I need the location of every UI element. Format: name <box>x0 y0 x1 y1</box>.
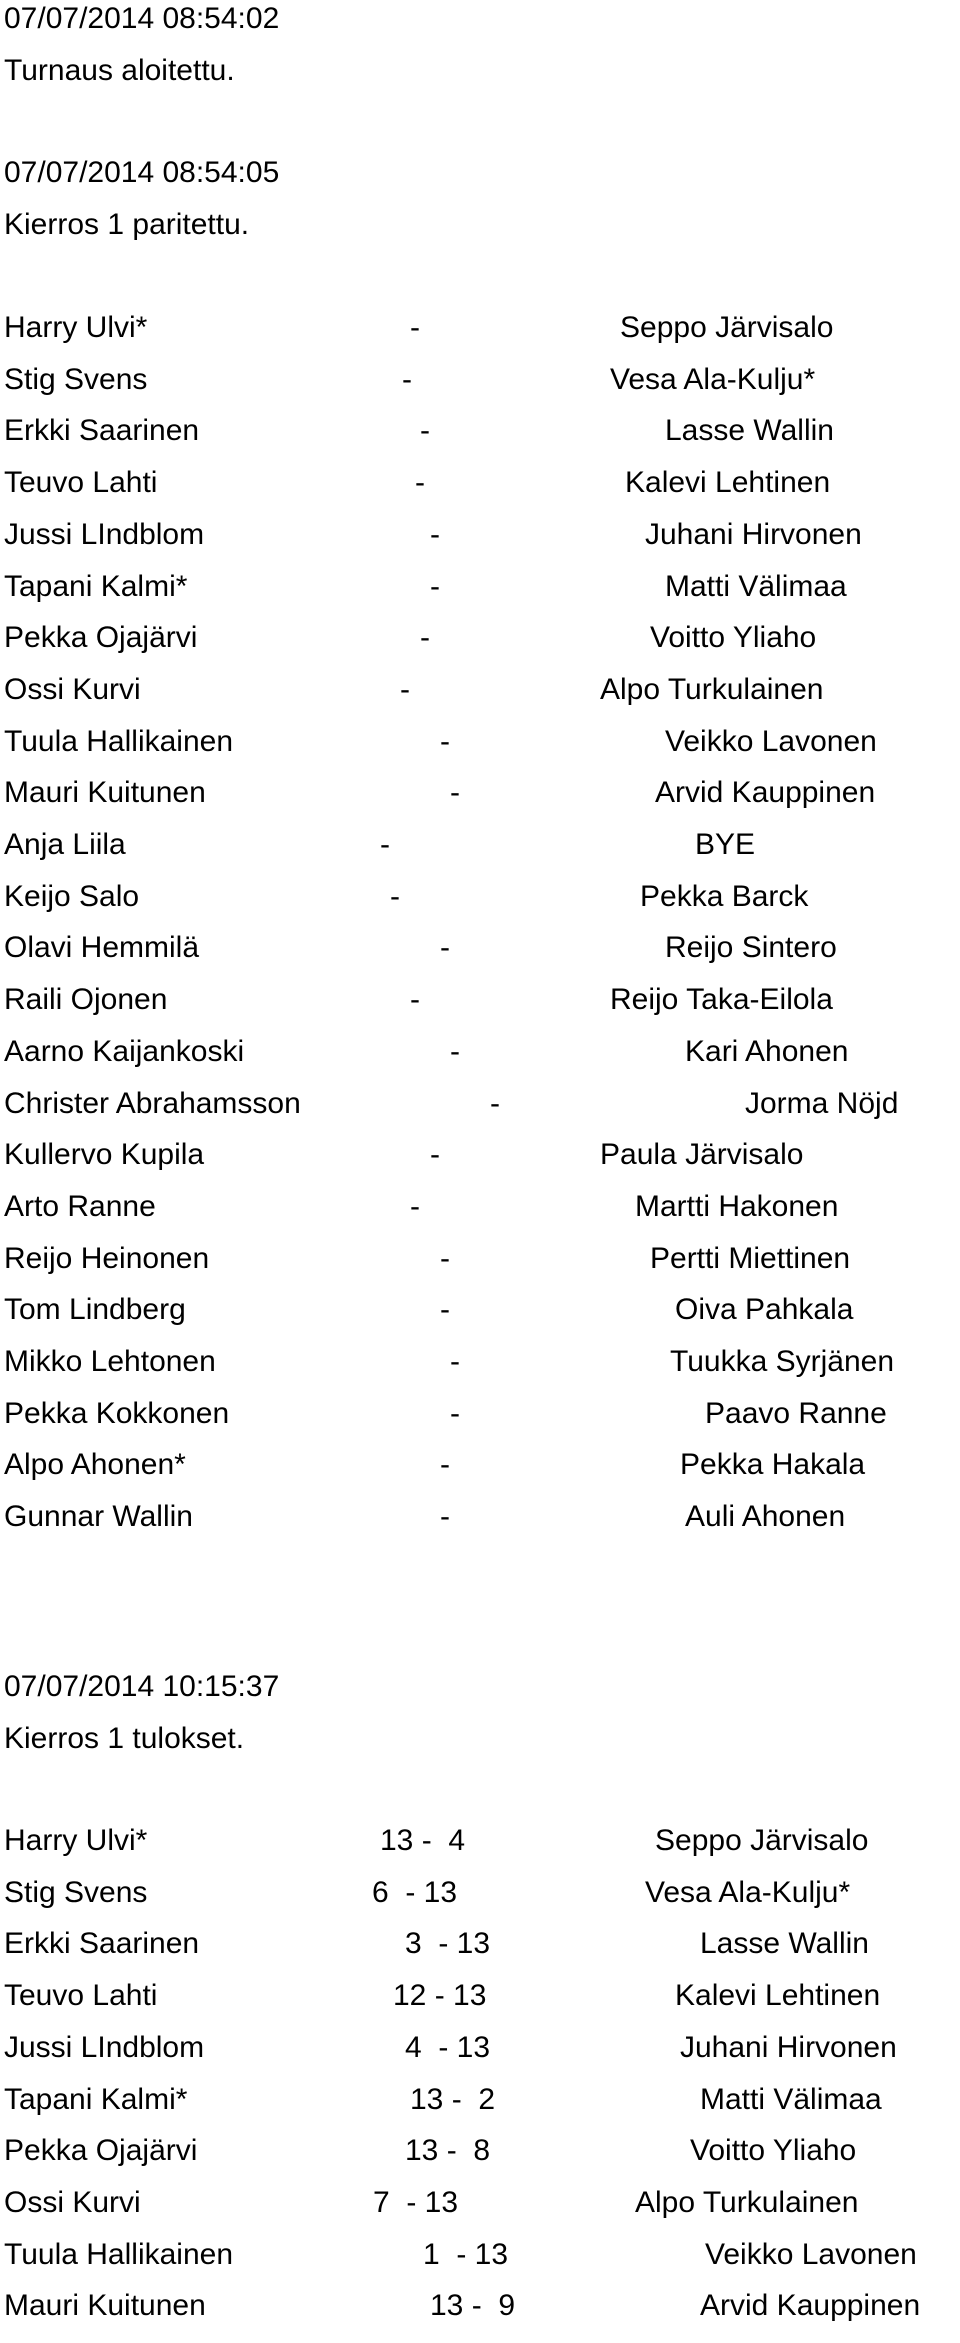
pair-separator: - <box>410 1189 420 1223</box>
away-player: Reijo Taka-Eilola <box>610 983 833 1017</box>
pair-separator: - <box>430 1138 440 1172</box>
away-player: Juhani Hirvonen <box>680 2030 897 2064</box>
home-player: Mikko Lehtonen <box>4 1345 216 1378</box>
away-player: Alpo Turkulainen <box>600 672 824 706</box>
home-player: Jussi LIndblom <box>4 517 205 551</box>
pair-separator: - <box>390 879 400 913</box>
away-player: Juhani Hirvonen <box>645 517 862 551</box>
away-player: Lasse Wallin <box>700 1927 869 1961</box>
home-player: Arto Ranne <box>4 1189 156 1223</box>
pair-separator: - <box>415 466 425 500</box>
away-player: Arvid Kauppinen <box>655 776 876 810</box>
home-player: Tom Lindberg <box>4 1293 186 1327</box>
home-player: Olavi Hemmilä <box>4 931 200 965</box>
match-score: 13 - 4 <box>380 1824 466 1857</box>
pair-separator: - <box>440 1500 450 1534</box>
away-player: Voitto Yliaho <box>690 2134 857 2168</box>
away-player: Kalevi Lehtinen <box>625 466 831 500</box>
away-player: Auli Ahonen <box>685 1500 846 1534</box>
home-player: Erkki Saarinen <box>4 414 200 448</box>
home-player: Raili Ojonen <box>4 983 168 1017</box>
match-score: 3 - 13 <box>405 1927 491 1961</box>
pair-separator: - <box>430 517 440 551</box>
match-score: 13 - 9 <box>430 2289 516 2323</box>
away-player: Kalevi Lehtinen <box>675 1979 881 2013</box>
home-player: Pekka Kokkonen <box>4 1396 230 1430</box>
away-player: Alpo Turkulainen <box>635 2185 859 2219</box>
pair-separator: - <box>420 621 430 655</box>
home-player: Anja Liila <box>4 828 126 861</box>
away-player: Arvid Kauppinen <box>700 2289 921 2323</box>
pair-separator: - <box>400 672 410 706</box>
match-score: 6 - 13 <box>372 1875 458 1909</box>
away-player: Kari Ahonen <box>685 1034 849 1068</box>
match-score: 13 - 2 <box>410 2082 496 2116</box>
home-player: Reijo Heinonen <box>4 1241 210 1275</box>
pair-separator: - <box>410 983 420 1017</box>
pair-separator: - <box>450 1396 460 1430</box>
away-player: Vesa Ala-Kulju* <box>645 1875 851 1909</box>
match-score: 13 - 8 <box>405 2134 491 2168</box>
home-player: Christer Abrahamsson <box>4 1086 301 1120</box>
home-player: Aarno Kaijankoski <box>4 1034 245 1068</box>
away-player: Seppo Järvisalo <box>655 1824 869 1857</box>
away-player: Pertti Miettinen <box>650 1241 851 1275</box>
home-player: Pekka Ojajärvi <box>4 2134 198 2168</box>
match-score: 12 - 13 <box>393 1979 487 2013</box>
home-player: Stig Svens <box>4 362 148 396</box>
home-player: Tapani Kalmi* <box>4 2082 188 2116</box>
pair-separator: - <box>490 1086 500 1120</box>
pair-separator: - <box>440 1241 450 1275</box>
away-player: Tuukka Syrjänen <box>670 1345 895 1378</box>
away-player: Veikko Lavonen <box>705 2237 917 2271</box>
home-player: Harry Ulvi* <box>4 311 148 344</box>
results-timestamp: 07/07/2014 10:15:37 <box>4 1670 280 1703</box>
away-player: BYE <box>695 828 756 861</box>
start-timestamp: 07/07/2014 08:54:02 <box>4 2 280 35</box>
away-player: Paavo Ranne <box>705 1396 887 1430</box>
away-player: Reijo Sintero <box>665 931 837 965</box>
home-player: Alpo Ahonen* <box>4 1448 186 1482</box>
home-player: Tuula Hallikainen <box>4 2237 234 2271</box>
match-score: 7 - 13 <box>373 2185 459 2219</box>
pairing-title: Kierros 1 paritettu. <box>4 208 250 241</box>
home-player: Jussi LIndblom <box>4 2030 205 2064</box>
home-player: Stig Svens <box>4 1875 148 1909</box>
pair-separator: - <box>440 931 450 965</box>
away-player: Matti Välimaa <box>665 569 847 603</box>
home-player: Ossi Kurvi <box>4 2185 141 2219</box>
pair-separator: - <box>440 1448 450 1482</box>
home-player: Teuvo Lahti <box>4 1979 158 2013</box>
pair-separator: - <box>440 1293 450 1327</box>
pair-separator: - <box>450 1345 460 1378</box>
away-player: Voitto Yliaho <box>650 621 817 655</box>
home-player: Teuvo Lahti <box>4 466 158 500</box>
match-score: 1 - 13 <box>423 2237 509 2271</box>
home-player: Gunnar Wallin <box>4 1500 193 1534</box>
home-player: Keijo Salo <box>4 879 140 913</box>
home-player: Harry Ulvi* <box>4 1824 148 1857</box>
home-player: Tuula Hallikainen <box>4 724 234 758</box>
away-player: Martti Hakonen <box>635 1189 839 1223</box>
away-player: Oiva Pahkala <box>675 1293 854 1327</box>
results-title: Kierros 1 tulokset. <box>4 1722 245 1755</box>
away-player: Pekka Barck <box>640 879 809 913</box>
away-player: Lasse Wallin <box>665 414 834 448</box>
pair-separator: - <box>402 362 412 396</box>
pair-separator: - <box>440 724 450 758</box>
home-player: Tapani Kalmi* <box>4 569 188 603</box>
home-player: Mauri Kuitunen <box>4 2289 206 2323</box>
home-player: Mauri Kuitunen <box>4 776 206 810</box>
away-player: Paula Järvisalo <box>600 1138 804 1172</box>
pair-separator: - <box>430 569 440 603</box>
away-player: Jorma Nöjd <box>745 1086 899 1120</box>
pairing-timestamp: 07/07/2014 08:54:05 <box>4 156 280 189</box>
away-player: Veikko Lavonen <box>665 724 877 758</box>
away-player: Vesa Ala-Kulju* <box>610 362 816 396</box>
pair-separator: - <box>380 828 390 861</box>
home-player: Pekka Ojajärvi <box>4 621 198 655</box>
pair-separator: - <box>410 311 420 344</box>
match-score: 4 - 13 <box>405 2030 491 2064</box>
home-player: Kullervo Kupila <box>4 1138 205 1172</box>
pair-separator: - <box>450 1034 460 1068</box>
home-player: Ossi Kurvi <box>4 672 141 706</box>
pair-separator: - <box>450 776 460 810</box>
away-player: Pekka Hakala <box>680 1448 866 1482</box>
start-message: Turnaus aloitettu. <box>4 54 235 87</box>
away-player: Matti Välimaa <box>700 2082 882 2116</box>
away-player: Seppo Järvisalo <box>620 311 834 344</box>
pair-separator: - <box>420 414 430 448</box>
home-player: Erkki Saarinen <box>4 1927 200 1961</box>
